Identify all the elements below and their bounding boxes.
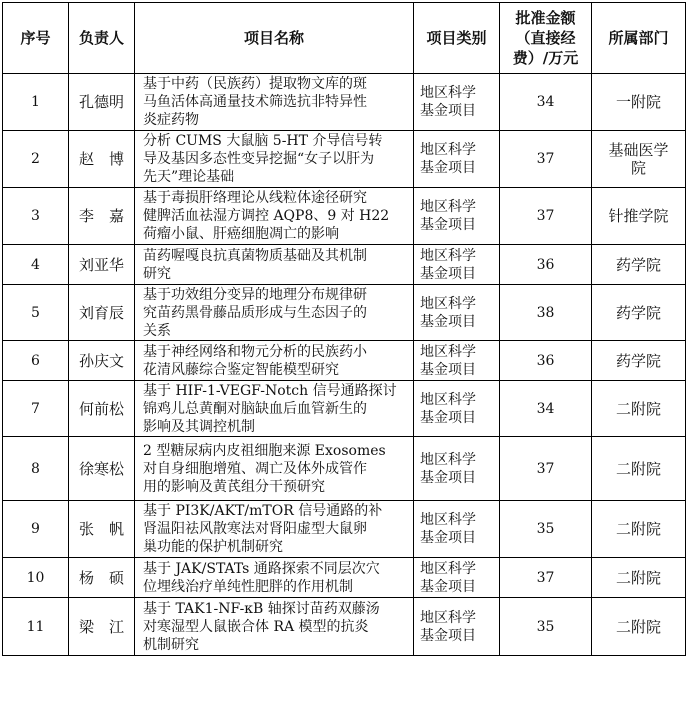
table-row [3,437,686,501]
cell-no: 2 [3,131,69,188]
cell-amount: 34 [500,74,592,131]
cell-title-line: 先天”理论基础 [143,169,235,185]
cell-no: 1 [3,74,69,131]
cell-title-line: 对寒湿型人鼠嵌合体 RA 模型的抗炎 [143,618,369,635]
cell-dept [592,598,686,656]
cell-dept-line: 针推学院 [608,207,669,225]
header-amount-line: 批准金额 [515,9,576,27]
table-row [3,381,686,437]
cell-title-line: 苗药喔嘎良抗真菌物质基础及其机制 [143,247,367,264]
cell-dept-line: 二附院 [615,399,661,418]
header-person: 负责人 [69,3,135,74]
cell-category-line: 基金项目 [420,409,476,426]
cell-dept-line: 基础医学 [608,141,669,159]
cell-category-line: 地区科学 [420,609,476,626]
cell-dept-line: 二附院 [615,617,661,636]
header-amount-line: （直接经 [515,29,576,47]
header-category: 项目类别 [414,3,500,74]
cell-amount: 36 [500,341,592,381]
table-row [3,341,686,381]
cell-title [135,501,414,558]
cell-category [414,501,500,558]
cell-category [414,188,500,245]
cell-category-line: 地区科学 [420,85,476,101]
cell-category [414,598,500,656]
cell-dept [592,131,686,188]
cell-amount: 37 [500,188,592,245]
cell-dept-line: 一附院 [615,93,661,111]
cell-title [135,381,414,437]
cell-title-line: 基于毒损肝络理论从线粒体途径研究 [143,190,367,206]
cell-title-line: 花清风藤综合鉴定智能模型研究 [143,361,339,378]
table-row [3,245,686,285]
cell-person: 李 嘉 [69,188,135,245]
cell-dept [592,341,686,381]
cell-category [414,437,500,501]
table-row [3,74,686,131]
cell-category-line: 基金项目 [420,530,476,546]
cell-person: 赵 博 [69,131,135,188]
cell-dept [592,381,686,437]
cell-title-line: 分析 CUMS 大鼠脑 5-HT 介导信号转 [143,133,383,149]
cell-category-line: 地区科学 [420,295,476,312]
cell-title-line: 2 型糖尿病内皮祖细胞来源 Exosomes [143,442,386,459]
cell-title-line: 基于功效组分变异的地理分布规律研 [143,286,367,303]
cell-person: 何前松 [69,381,135,437]
cell-dept [592,437,686,501]
cell-no: 5 [3,285,69,341]
cell-category [414,245,500,285]
cell-dept-line: 药学院 [615,303,661,322]
cell-title-line: 锦鸡儿总黄酮对脑缺血后血管新生的 [143,400,367,417]
cell-title-line: 基于 HIF-1-VEGF-Notch 信号通路探讨 [143,382,397,399]
cell-dept-line: 药学院 [615,351,661,370]
cell-person: 刘亚华 [69,245,135,285]
table-row [3,598,686,656]
cell-person: 孙庆文 [69,341,135,381]
cell-title-line: 对自身细胞增殖、凋亡及体外成管作 [143,460,367,477]
table-row [3,131,686,188]
cell-category-line: 基金项目 [420,361,476,378]
cell-dept [592,558,686,598]
cell-category-line: 基金项目 [420,265,476,282]
table-row [3,285,686,341]
cell-amount: 37 [500,558,592,598]
cell-person: 刘育辰 [69,285,135,341]
cell-title [135,285,414,341]
cell-title [135,188,414,245]
cell-title-line: 基于 TAK1-NF-κB 轴探讨苗药双藤汤 [143,600,380,617]
cell-title-line: 关系 [143,322,171,339]
cell-title [135,74,414,131]
cell-dept [592,245,686,285]
cell-title-line: 机制研究 [143,636,199,653]
cell-title [135,437,414,501]
cell-no: 10 [3,558,69,598]
cell-category-line: 地区科学 [420,142,476,158]
cell-amount: 37 [500,437,592,501]
cell-no: 8 [3,437,69,501]
cell-amount: 37 [500,131,592,188]
cell-dept-line: 二附院 [615,520,661,538]
cell-title-line: 位埋线治疗单纯性肥胖的作用机制 [143,578,353,595]
cell-category-line: 基金项目 [420,578,476,595]
cell-title-line: 研究 [143,265,171,282]
project-table [2,2,686,656]
cell-title [135,341,414,381]
header-amount-line: 费）/万元 [512,49,579,67]
cell-dept [592,188,686,245]
cell-category [414,381,500,437]
cell-category-line: 基金项目 [420,313,476,330]
cell-amount: 38 [500,285,592,341]
header-title: 项目名称 [135,3,414,74]
cell-category [414,285,500,341]
cell-title-line: 荷瘤小鼠、肝癌细胞凋亡的影响 [143,226,339,242]
cell-person: 徐寒松 [69,437,135,501]
cell-amount: 35 [500,501,592,558]
header-amount [500,3,592,74]
table-row [3,558,686,598]
cell-category-line: 地区科学 [420,199,476,215]
cell-dept-line: 院 [630,159,646,177]
cell-title-line: 基于 PI3K/AKT/mTOR 信号通路的补 [143,503,383,519]
cell-category [414,341,500,381]
cell-category-line: 地区科学 [420,247,476,264]
cell-title-line: 导及基因多态性变异挖掘“女子以肝为 [143,151,375,167]
cell-no: 3 [3,188,69,245]
cell-amount: 36 [500,245,592,285]
header-no: 序号 [3,3,69,74]
cell-title-line: 基于中药（民族药）提取物文库的斑 [143,76,367,92]
cell-category-line: 地区科学 [420,391,476,408]
cell-dept-line: 药学院 [615,255,661,274]
cell-category [414,74,500,131]
table-row [3,501,686,558]
cell-person: 孔德明 [69,74,135,131]
cell-title-line: 究苗药黑骨藤品质形成与生态因子的 [143,304,367,321]
cell-category [414,558,500,598]
table-row [3,188,686,245]
cell-title [135,131,414,188]
cell-category-line: 地区科学 [420,512,476,528]
cell-person: 杨 硕 [69,558,135,598]
cell-dept [592,74,686,131]
cell-dept [592,285,686,341]
table-body [3,74,686,656]
cell-category-line: 基金项目 [420,469,476,486]
header-dept: 所属部门 [592,3,686,74]
cell-title-line: 巢功能的保护机制研究 [143,539,283,555]
cell-title-line: 基于 JAK/STATs 通路探索不同层次穴 [143,560,380,577]
cell-person: 张 帆 [69,501,135,558]
cell-title-line: 肾温阳祛风散寒法对肾阳虚型大鼠卵 [143,521,367,537]
cell-title-line: 基于神经网络和物元分析的民族药小 [143,343,367,360]
cell-category-line: 基金项目 [420,217,476,233]
cell-title [135,598,414,656]
cell-person: 梁 江 [69,598,135,656]
cell-title [135,558,414,598]
cell-dept [592,501,686,558]
cell-title-line: 健脾活血祛湿方调控 AQP8、9 对 H22 [143,208,390,224]
cell-title-line: 马鱼活体高通量技术筛选抗非特异性 [143,94,367,110]
cell-title-line: 炎症药物 [143,112,199,128]
cell-amount: 35 [500,598,592,656]
cell-dept-line: 二附院 [615,568,661,587]
cell-title-line: 影响及其调控机制 [143,418,255,435]
cell-title-line: 用的影响及黄芪组分干预研究 [143,478,325,495]
cell-category-line: 地区科学 [420,560,476,577]
cell-category-line: 基金项目 [420,103,476,119]
cell-no: 7 [3,381,69,437]
cell-no: 9 [3,501,69,558]
cell-category [414,131,500,188]
cell-category-line: 基金项目 [420,160,476,176]
cell-no: 6 [3,341,69,381]
cell-amount: 34 [500,381,592,437]
cell-no: 11 [3,598,69,656]
cell-category-line: 地区科学 [420,451,476,468]
cell-category-line: 地区科学 [420,343,476,360]
cell-title [135,245,414,285]
header-row [3,3,686,74]
cell-no: 4 [3,245,69,285]
cell-dept-line: 二附院 [615,459,661,478]
cell-category-line: 基金项目 [420,627,476,644]
